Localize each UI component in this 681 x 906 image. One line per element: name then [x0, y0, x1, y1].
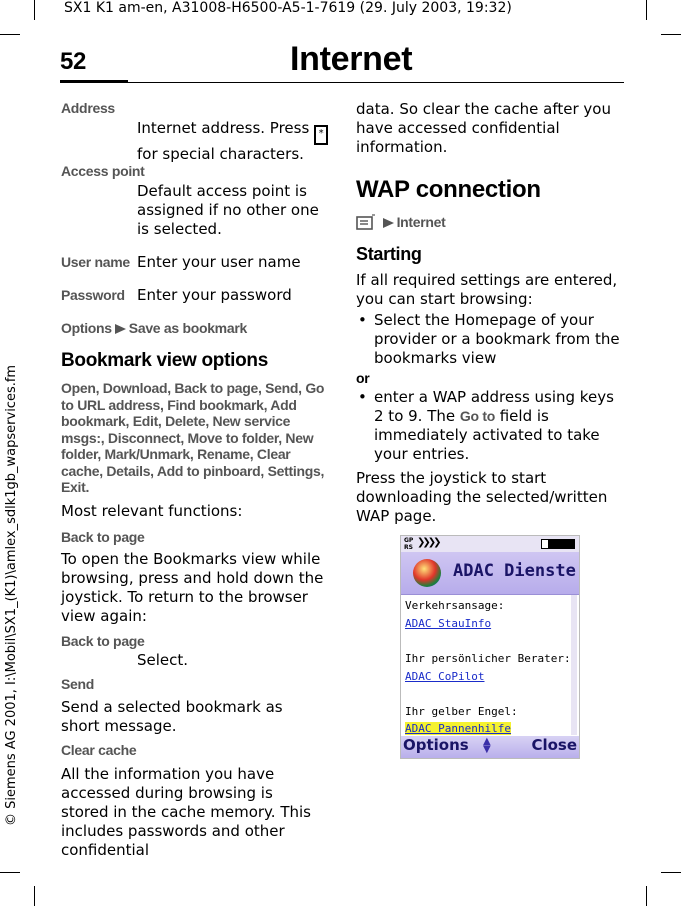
crop-mark [646, 886, 647, 906]
address-desc-part-2: for special characters. [137, 145, 304, 163]
wap-path-internet: Internet [396, 214, 446, 230]
crop-mark [0, 34, 20, 35]
softkey-options[interactable]: Options [403, 736, 469, 754]
clear-cache-text: All the information you have accessed during browsing is stored in the cache memory. This includes passwords and other confidential [61, 765, 311, 859]
starting-heading: Starting [356, 244, 422, 264]
continued-text: data. So clear the cache after you have accessed confidential information. [356, 100, 611, 156]
softkey-close[interactable]: Close [531, 736, 577, 754]
bullet-icon: • [358, 311, 367, 329]
crop-mark [0, 872, 20, 873]
phone-scrollbar[interactable] [571, 595, 577, 735]
menu-icon [356, 214, 376, 230]
bullet-icon: • [358, 388, 367, 406]
clear-cache-label: Clear cache [61, 742, 137, 758]
starting-text: If all required settings are entered, you can start browsing: [356, 271, 618, 308]
address-label: Address [61, 100, 115, 116]
options-path [61, 320, 247, 336]
most-relevant-text: Most relevant functions: [61, 502, 243, 520]
globe-icon [413, 559, 441, 587]
phone-link[interactable]: ADAC CoPilot [405, 670, 485, 683]
wap-heading: WAP connection [356, 176, 541, 203]
crop-mark [646, 0, 647, 20]
back-to-page-label: Back to page [61, 529, 145, 545]
bullet-2-text [374, 388, 620, 464]
send-text: Send a selected bookmark as short message. [61, 698, 283, 735]
bullet-2-part-2: field is immediately activated to take your entries. [374, 407, 600, 463]
phone-screenshot [400, 535, 580, 759]
arrow-right-icon [115, 324, 126, 334]
or-label: or [356, 370, 370, 386]
page-number: 52 [60, 48, 87, 75]
star-key-icon [314, 125, 328, 145]
access-point-label: Access point [61, 163, 145, 179]
options-path-save: Save as bookmark [128, 320, 247, 336]
battery-icon [541, 539, 575, 549]
user-name-label: User name [61, 254, 130, 270]
bookmark-options-list: Open, Download, Back to page, Send, Go to URL address, Find bookmark, Add bookmark, Edit, Delete, New service msgs:, Disconnect, Move to folder, New folder, Mark/Unmark, Rename, Clear cache, Details, Add to pinboard, Settings, Exit. [61, 380, 325, 495]
bookmark-heading: Bookmark view options [61, 350, 268, 371]
phone-text-line: Ihr persönlicher Berater: [405, 652, 571, 665]
wap-menu-path [356, 214, 618, 230]
go-to-field-name: Go to [459, 408, 495, 424]
options-path-options: Options [61, 320, 112, 336]
access-point-description: Default access point is assigned if no other one is selected. [137, 182, 319, 238]
phone-link[interactable]: ADAC StauInfo [405, 617, 492, 630]
password-label: Password [61, 287, 125, 303]
crop-mark [34, 0, 35, 20]
password-description: Enter your password [137, 286, 292, 304]
user-name-description: Enter your user name [137, 253, 301, 271]
address-description [137, 119, 329, 164]
crop-mark [661, 872, 681, 873]
phone-link-selected[interactable]: ADAC Pannenhilfe [405, 722, 511, 735]
header-rule-thick [60, 80, 128, 83]
joystick-text: Press the joystick to start downloading the selected/written WAP page. [356, 469, 608, 525]
send-label: Send [61, 676, 95, 692]
address-desc-part-1: Internet address. Press [137, 119, 310, 137]
bullet-2-part-1: enter a WAP address using keys 2 to 9. The [374, 388, 614, 425]
arrow-right-icon [383, 218, 394, 228]
gprs-indicator: GPRS [404, 537, 414, 551]
back-to-page-text: To open the Bookmarks view while browsing, press and hold down the joystick. To return to the browser view again: [61, 550, 324, 625]
back-to-page-select: Select. [137, 651, 189, 669]
side-copyright: © Siemens AG 2001, I:\Mobil\SX1_(K1)\amlex_sdlk1gb_wapservices.fm [4, 364, 19, 826]
signal-icon: ❯❯❯❯ [417, 537, 439, 548]
phone-app-title: ADAC Dienste [453, 561, 576, 581]
crop-mark [661, 34, 681, 35]
bullet-1-text: Select the Homepage of your provider or a bookmark from the bookmarks view [374, 311, 620, 367]
phone-content [401, 595, 569, 737]
phone-status-bar [401, 536, 579, 552]
phone-text-line: Ihr gelber Engel: [405, 705, 518, 718]
crop-mark [34, 886, 35, 906]
phone-text-line: Verkehrsansage: [405, 599, 505, 612]
page-title: Internet [290, 40, 413, 78]
back-to-page-label-2: Back to page [61, 633, 145, 649]
star-key-label: * [318, 128, 324, 139]
up-down-icon: ▲ ▼ [483, 736, 491, 755]
document-reference: SX1 K1 am-en, A31008-H6500-A5-1-7619 (29. July 2003, 19:32) [64, 0, 512, 16]
phone-title-bar [401, 552, 579, 595]
header-rule-thin [60, 82, 624, 83]
